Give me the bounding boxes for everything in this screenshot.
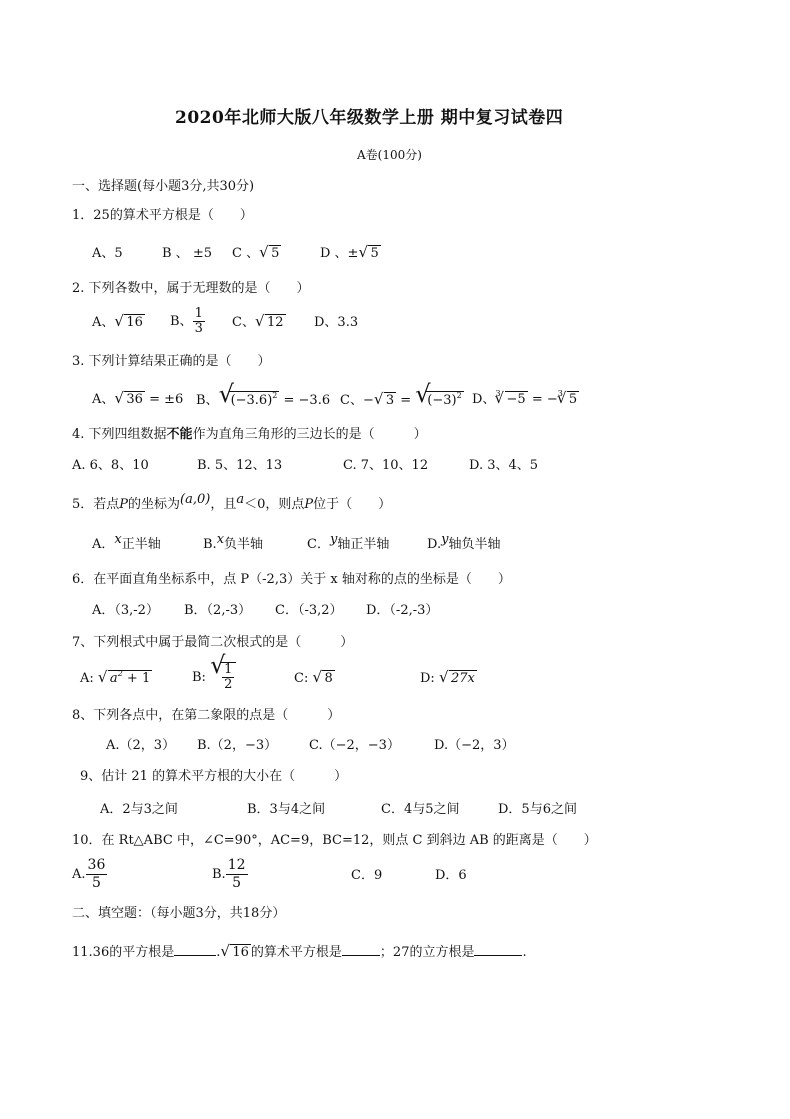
option-label: C．	[307, 537, 330, 552]
q7-option-a	[80, 670, 152, 688]
option-label: B:	[192, 670, 206, 685]
radicand: 16	[232, 945, 249, 960]
radicand: −5	[506, 392, 526, 407]
option-text: 正半轴	[121, 537, 161, 552]
q10-option-d: D．6	[435, 868, 467, 883]
q1-option-a: A、5	[92, 246, 123, 261]
question-5-stem	[72, 492, 392, 514]
root-index: 3	[495, 389, 501, 398]
fraction	[193, 307, 205, 336]
variable: a	[236, 492, 245, 507]
q10-option-a	[72, 857, 107, 892]
exponent: 2	[456, 391, 462, 400]
sqrt-symbol	[313, 670, 334, 688]
question-6-stem: 6．在平面直角坐标系中，点 P（-2,3）关于 x 轴对称的点的坐标是（ ）	[72, 572, 511, 587]
q3-option-c	[340, 391, 464, 411]
exam-subtitle: A卷(100分)	[357, 148, 422, 162]
q9-option-a: A．2与3之间	[100, 802, 178, 817]
q1-option-d	[320, 245, 381, 263]
option-label: A、	[92, 315, 115, 330]
option-label: A．	[92, 537, 115, 552]
variable: P	[304, 497, 314, 512]
root-index: 3	[557, 389, 563, 398]
section-heading-choice: 一、选择题(每小题3分,共30分)	[72, 179, 255, 194]
denominator: 5	[91, 875, 101, 891]
stem-text: .	[522, 945, 527, 960]
q1-option-c-label: C 、	[232, 246, 260, 261]
radicand-tail: + 1	[122, 671, 151, 686]
denominator: 2	[224, 677, 233, 692]
fraction	[86, 857, 108, 892]
question-11	[72, 944, 527, 962]
q7-option-c	[294, 670, 335, 688]
numerator: 1	[194, 306, 203, 321]
option-label: D.	[427, 537, 442, 552]
exponent: 2	[272, 391, 278, 400]
denominator: 5	[232, 875, 242, 891]
radicand: 16	[126, 315, 143, 330]
q6-option-a: A．（3,-2）	[92, 603, 159, 618]
question-3-stem: 3. 下列计算结果正确的是（ ）	[72, 354, 271, 369]
sqrt-symbol	[220, 391, 280, 411]
answer-blank[interactable]	[474, 955, 522, 956]
stem-text: 的算术平方根是	[250, 945, 342, 960]
q5-option-c	[307, 532, 390, 554]
question-7-stem: 7、下列根式中属于最简二次根式的是（ ）	[72, 635, 354, 650]
option-text: 负半轴	[224, 537, 264, 552]
equals: = −	[527, 392, 558, 407]
q10-option-c: C．9	[351, 868, 383, 883]
sqrt-symbol	[211, 662, 236, 692]
sqrt-symbol	[359, 245, 380, 263]
question-1-stem: 1．25的算术平方根是（ ）	[72, 208, 253, 223]
numerator: 12	[227, 857, 246, 873]
q9-option-d: D．5与6之间	[498, 802, 577, 817]
q8-option-d: D.（−2，3）	[434, 738, 515, 753]
option-text: 轴正半轴	[337, 537, 390, 552]
radicand: 5	[271, 246, 280, 261]
radicand-base: (−3)	[427, 393, 457, 408]
q1-option-d-label: D 、±	[320, 246, 359, 261]
denominator: 3	[194, 321, 203, 336]
radicand	[108, 670, 152, 687]
q2-option-a	[92, 314, 145, 332]
question-2-stem: 2. 下列各数中，属于无理数的是（ ）	[72, 281, 310, 296]
radicand: 5	[370, 246, 379, 261]
q5-option-d	[427, 532, 501, 554]
option-label: C、−	[340, 393, 374, 408]
question-8-stem: 8、下列各点中，在第二象限的点是（ ）	[72, 708, 341, 723]
answer-blank[interactable]	[342, 955, 380, 956]
exam-title: 2020年北师大版八年级数学上册 期中复习试卷四	[175, 108, 564, 128]
variable: x	[216, 532, 225, 547]
q8-option-b: B.（2，−3）	[197, 738, 278, 753]
option-text: 轴负半轴	[448, 537, 501, 552]
sqrt-symbol	[115, 391, 145, 409]
radicand-base: (−3.6)	[230, 393, 273, 408]
stem-text: 5．若点	[72, 497, 120, 512]
q4-option-c: C. 7、10、12	[343, 458, 429, 473]
q9-option-c: C．4与5之间	[381, 802, 460, 817]
stem-text: 11.36的平方根是	[72, 945, 175, 960]
q3-option-d	[472, 391, 579, 410]
stem-text: .	[216, 945, 221, 960]
section-heading-fill-in: 二、填空题：（每小题3分，共18分）	[72, 906, 286, 921]
variable: x	[114, 532, 122, 547]
stem-text: 的坐标为	[128, 497, 181, 512]
sqrt-symbol	[416, 391, 463, 411]
radicand: 8	[324, 671, 333, 686]
q3-option-a	[92, 391, 183, 409]
q4-option-d: D. 3、4、5	[469, 458, 539, 473]
radicand: 36	[126, 392, 143, 407]
exponent: 2	[117, 669, 123, 678]
expression-tail: = ±6	[144, 392, 184, 407]
option-label: B、	[170, 314, 193, 329]
option-label: D:	[420, 671, 435, 686]
option-label: B、	[196, 393, 219, 408]
radicand: 3	[385, 393, 395, 408]
q8-option-a: A.（2，3）	[106, 738, 176, 753]
option-label: A:	[80, 671, 94, 686]
q8-option-c: C.（−2，−3）	[309, 738, 400, 753]
radicand	[229, 391, 280, 411]
option-label: A.	[72, 867, 86, 882]
q3-option-b	[196, 391, 330, 411]
q1-option-b: B 、 ±5	[162, 246, 212, 261]
q6-option-d: D．（-2,-3）	[366, 603, 439, 618]
q2-option-b	[170, 307, 205, 336]
fraction	[222, 663, 234, 692]
q4-option-a: A. 6、8、10	[72, 458, 149, 473]
q2-option-c	[232, 314, 286, 332]
radicand: 5	[568, 392, 578, 407]
sqrt-symbol	[115, 314, 145, 332]
numerator: 36	[87, 857, 106, 873]
stem-text: ＜0，则点	[244, 497, 305, 512]
answer-blank[interactable]	[174, 955, 216, 956]
option-label: D、	[472, 392, 496, 407]
variable: y	[329, 532, 338, 547]
question-9-stem: 9、估计 21 的算术平方根的大小在（ ）	[80, 769, 348, 784]
stem-text: ，且	[210, 497, 237, 512]
stem-text: 位于（ ）	[313, 497, 392, 512]
question-10-stem: 10．在 Rt△ABC 中，∠C=90°，AC=9，BC=12，则点 C 到斜边 AB 的距离是（ ）	[72, 833, 597, 848]
option-label: C:	[294, 671, 309, 686]
radicand: 27x	[450, 671, 475, 686]
option-label: B.	[203, 537, 217, 552]
expression-tail: = −3.6	[279, 393, 331, 408]
numerator: √ 1	[224, 662, 233, 677]
q6-option-b: B．（2,-3）	[184, 603, 252, 618]
sqrt-symbol	[221, 944, 251, 962]
question-4-stem	[72, 426, 427, 444]
option-label: A、	[92, 392, 115, 407]
variable: y	[441, 532, 449, 547]
option-label: C、	[232, 315, 255, 330]
q5-option-a	[92, 532, 161, 554]
stem-emphasis: 不能	[166, 427, 193, 442]
q7-option-b	[192, 662, 236, 692]
fraction	[226, 857, 248, 892]
variable: P	[119, 497, 129, 512]
sqrt-symbol	[256, 314, 286, 332]
stem-text: 作为直角三角形的三边长的是（ ）	[192, 427, 427, 442]
q7-option-d	[420, 670, 477, 688]
equals: =	[396, 393, 416, 408]
option-label: B.	[212, 867, 226, 882]
radicand	[425, 391, 463, 411]
sqrt-symbol	[440, 670, 477, 688]
stem-text: 4. 下列四组数据	[72, 427, 167, 442]
cbrt-symbol	[558, 391, 579, 409]
sqrt-symbol	[260, 245, 281, 263]
q2-option-d: D、3.3	[314, 315, 359, 330]
sqrt-symbol	[99, 670, 152, 688]
q10-option-b	[212, 857, 248, 892]
q5-option-b	[203, 532, 264, 554]
radicand: 12	[266, 315, 284, 330]
radicand-base: a	[109, 671, 118, 686]
radicand	[220, 662, 236, 692]
q6-option-c: C．（-3,2）	[275, 603, 343, 618]
q1-option-c	[232, 245, 281, 263]
coordinate: (a,0)	[180, 492, 211, 507]
q4-option-b: B. 5、12、13	[197, 458, 283, 473]
stem-text: ；27的立方根是	[379, 945, 475, 960]
cbrt-symbol	[496, 391, 528, 409]
q9-option-b: B．3与4之间	[247, 802, 326, 817]
sqrt-symbol	[375, 392, 396, 410]
